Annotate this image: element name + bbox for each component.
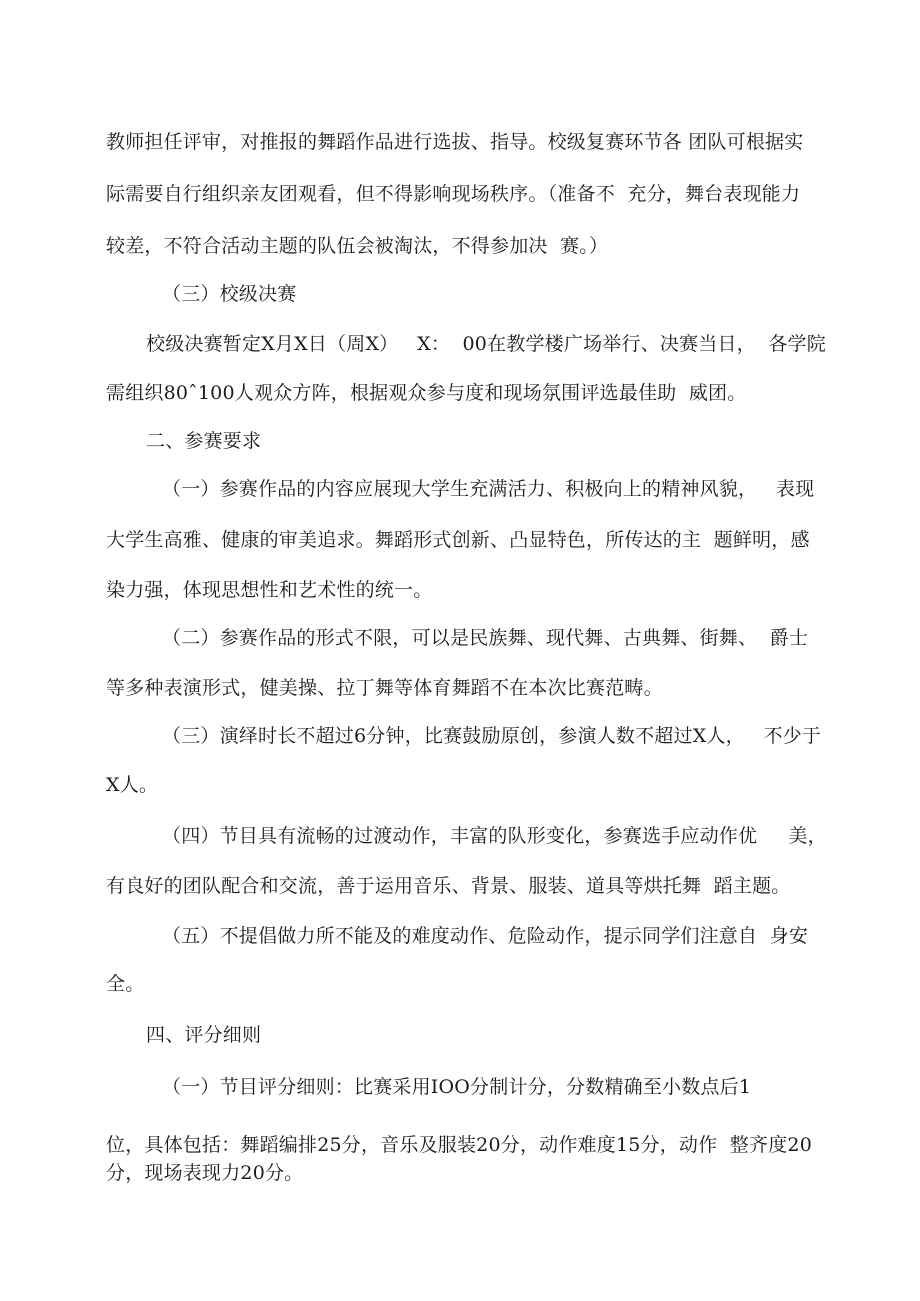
text-line: 校级决赛暂定X月X日（周X） X： 00在教学楼广场举行、决赛当日， 各学院 bbox=[146, 333, 826, 355]
text-line: 较差，不符合活动主题的队伍会被淘汰，不得参加决 赛。） bbox=[106, 235, 609, 257]
text-line: 全。 bbox=[106, 973, 145, 995]
text-line: 位，具体包括：舞蹈编排25分，音乐及服装20分，动作难度15分，动作 整齐度20 bbox=[106, 1134, 812, 1156]
text-line: 分，现场表现力20分。 bbox=[106, 1162, 304, 1184]
text-line: X人。 bbox=[106, 774, 159, 796]
text-line: 大学生高雅、健康的审美追求。舞蹈形式创新、凸显特色，所传达的主 题鲜明，感 bbox=[106, 529, 810, 551]
text-line: 需组织80ˆ100人观众方阵，根据观众参与度和现场氛围评选最佳助 威团。 bbox=[106, 382, 747, 404]
text-line: 教师担任评审，对推报的舞蹈作品进行选拔、指导。校级复赛环节各 团队可根据实 bbox=[106, 131, 804, 153]
text-line: （二）参赛作品的形式不限，可以是民族舞、现代舞、古典舞、街舞、 爵士 bbox=[162, 627, 809, 649]
text-line: 际需要自行组织亲友团观看，但不得影响现场秩序。（准备不 充分，舞台表现能力 bbox=[106, 183, 801, 205]
text-line: （三）演绎时长不超过6分钟，比赛鼓励原创，参演人数不超过X人， 不少于 bbox=[162, 725, 822, 747]
text-line: （五）不提倡做力所不能及的难度动作、危险动作，提示同学们注意自 身安 bbox=[162, 925, 809, 947]
text-line: （四）节目具有流畅的过渡动作，丰富的队形变化，参赛选手应动作优 美， bbox=[162, 825, 827, 847]
section-heading: 四、评分细则 bbox=[146, 1024, 262, 1046]
text-line: （一）参赛作品的内容应展现大学生充满活力、积极向上的精神风貌， 表现 bbox=[162, 478, 815, 500]
text-line: 有良好的团队配合和交流，善于运用音乐、背景、服装、道具等烘托舞 蹈主题。 bbox=[106, 875, 791, 897]
text-line: （一）节目评分细则：比赛采用IOO分制计分，分数精确至小数点后1 bbox=[162, 1076, 752, 1098]
text-line: 染力强，体现思想性和艺术性的统一。 bbox=[106, 579, 433, 601]
section-heading: （三）校级决赛 bbox=[162, 283, 297, 305]
text-line: 等多种表演形式，健美操、拉丁舞等体育舞蹈不在本次比赛范畴。 bbox=[106, 677, 663, 699]
section-heading: 二、参赛要求 bbox=[146, 430, 262, 452]
